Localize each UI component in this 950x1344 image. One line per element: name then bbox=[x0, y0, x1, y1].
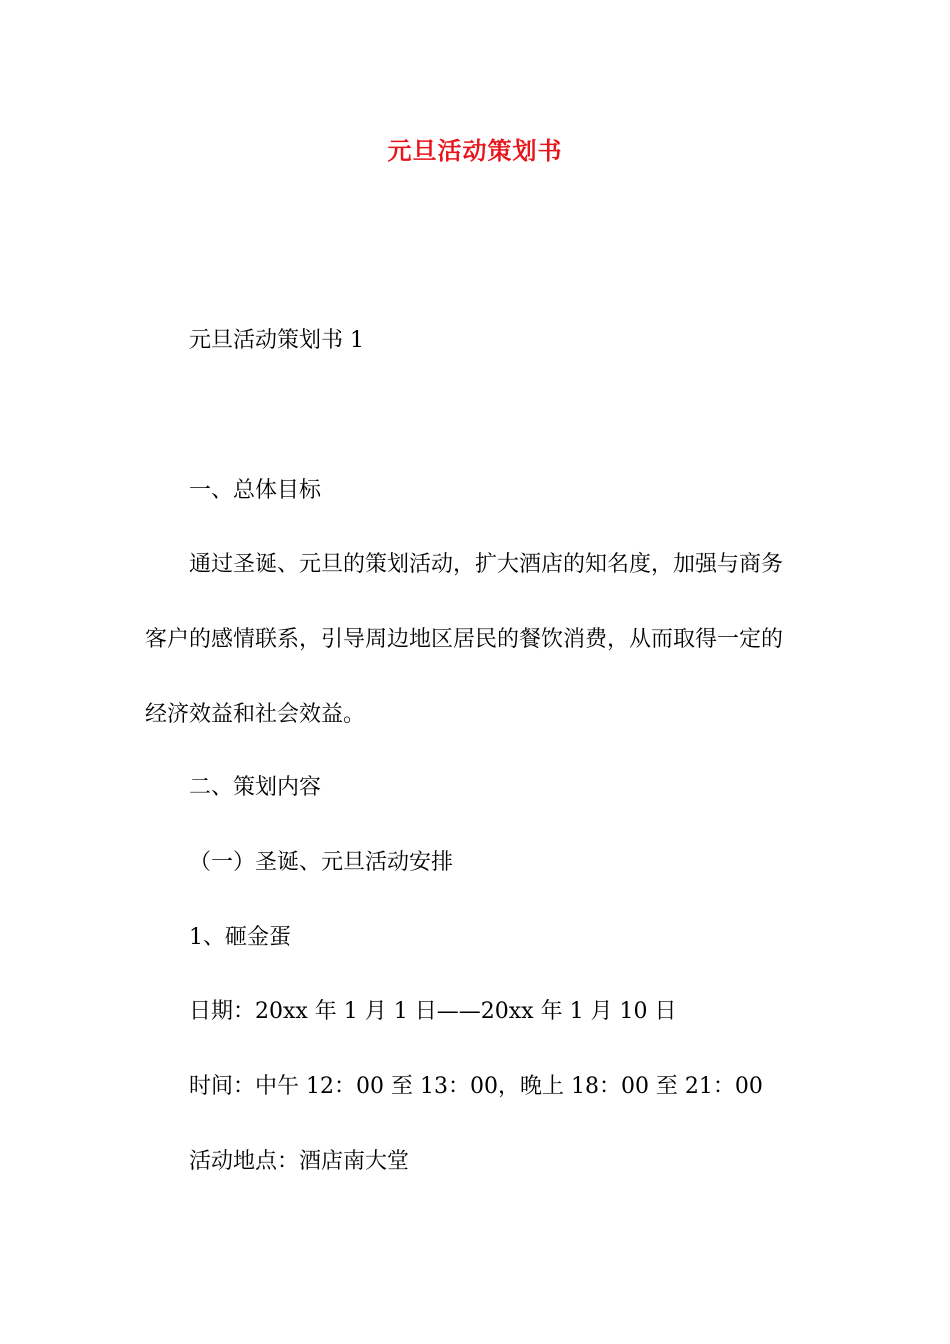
item-date: 日期：20xx 年 1 月 1 日——20xx 年 1 月 10 日 bbox=[189, 999, 677, 1024]
item-location: 活动地点：酒店南大堂 bbox=[189, 1149, 410, 1174]
paragraph-goal-line-2: 客户的感情联系，引导周边地区居民的餐饮消费，从而取得一定的 bbox=[145, 627, 784, 652]
heading-plan-content: 二、策划内容 bbox=[189, 775, 322, 800]
item-golden-egg: 1、砸金蛋 bbox=[189, 925, 291, 950]
paragraph-goal-line-1: 通过圣诞、元旦的策划活动，扩大酒店的知名度，加强与商务 bbox=[189, 552, 784, 577]
item-time: 时间：中午 12：00 至 13：00，晚上 18：00 至 21：00 bbox=[189, 1074, 763, 1099]
section-heading-plan-1: 元旦活动策划书 1 bbox=[189, 328, 364, 353]
subheading-activity-arrangement: （一）圣诞、元旦活动安排 bbox=[189, 850, 454, 875]
document-title: 元旦活动策划书 bbox=[387, 137, 563, 165]
heading-overall-goal: 一、总体目标 bbox=[189, 478, 322, 503]
paragraph-goal-line-3: 经济效益和社会效益。 bbox=[145, 702, 366, 727]
